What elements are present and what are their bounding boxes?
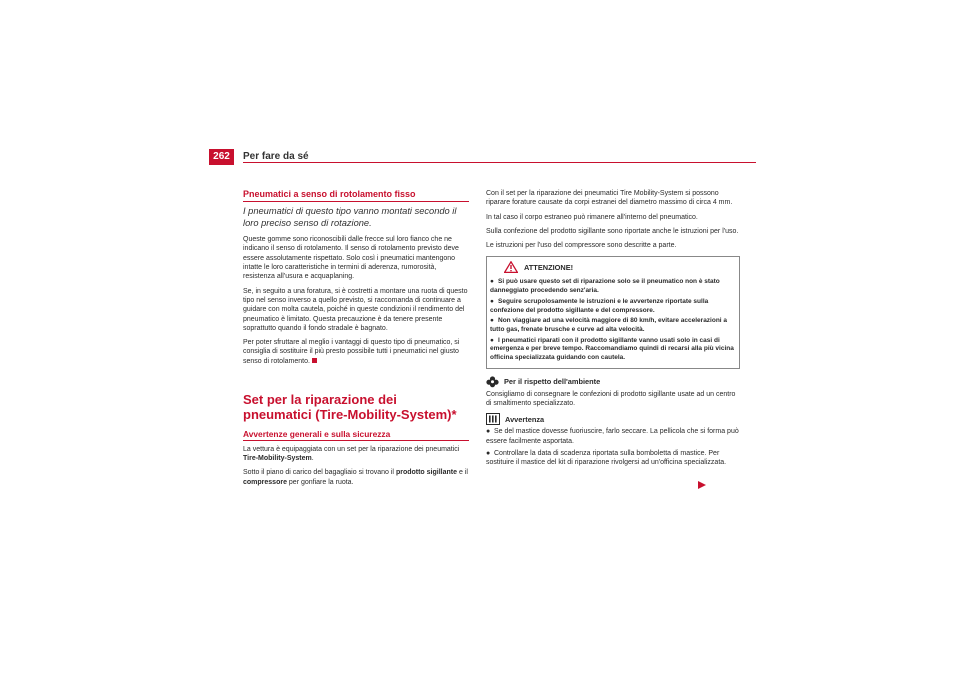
text: per gonfiare la ruota. [286, 478, 354, 486]
note-title: Avvertenza [505, 414, 545, 424]
warning-text: I pneumatici riparati con il prodotto sigillante vanno usati solo in casi di emergenza e per breve tempo. Raccomandiamo quindi di recarsi alla più vicina officina specializzata guidando con cautela. [490, 336, 734, 362]
environment-flower-icon [486, 376, 499, 388]
section-intro: I pneumatici di questo tipo vanno montati secondo il loro preciso senso di rotazione. [243, 206, 457, 228]
bullet: ● [486, 428, 491, 436]
warning-header [504, 261, 736, 273]
warning-item [490, 278, 736, 295]
paragraph: Le istruzioni per l'uso del compressore sono descritte a parte. [486, 242, 677, 250]
left-column [243, 189, 469, 492]
section-title-directional-tyres: Pneumatici a senso di rotolamento fisso [243, 189, 416, 199]
section-end-mark [312, 358, 317, 363]
paragraph: Con il set per la riparazione dei pneumatici Tire Mobility-System si possono riparare forature causate da corpi estranei del diametro massimo di circa 4 mm. [486, 190, 733, 207]
warning-item [490, 298, 736, 315]
info-note-icon [486, 413, 500, 425]
environment-title: Per il rispetto dell'ambiente [504, 377, 601, 387]
chapter-title: Set per la riparazione dei pneumatici (Tire-Mobility-System)* [243, 392, 457, 423]
warning-title: ATTENZIONE! [524, 262, 574, 272]
bullet: ● [490, 336, 494, 344]
environment-header [486, 376, 740, 388]
paragraph: In tal caso il corpo estraneo può rimanere all'interno del pneumatico. [486, 213, 698, 221]
warning-text: Si può usare questo set di riparazione solo se il pneumatico non è stato danneggiato procedendo senz'aria. [490, 278, 720, 295]
bullet: ● [490, 278, 494, 286]
bullet: ● [490, 317, 494, 325]
paragraph: Queste gomme sono riconoscibili dalle frecce sul loro fianco che ne indicano il senso di rotolamento. Il senso di rotolamento previsto deve essere assolutamente rispettato. Solo così i pneumatici mantengono intatte le loro caratteristiche in termini di aderenza, rumorosità, resistenza all'usura e acquaplaning. [243, 236, 459, 281]
note-item [486, 449, 740, 468]
paragraph: Sulla confezione del prodotto sigillante sono riportate anche le istruzioni per l'uso. [486, 227, 739, 235]
warning-triangle-icon [504, 261, 518, 273]
note-header [486, 413, 740, 425]
page-header-title: Per fare da sé [243, 151, 309, 162]
section-rule [243, 440, 469, 441]
bullet: ● [486, 450, 491, 457]
paragraph-text: Per poter sfruttare al meglio i vantaggi di questo tipo di pneumatico, si consiglia di sostituire il più presto possibile tutti i pneumatici nel giusto senso di rotolamento. [243, 339, 460, 365]
text: Sotto il piano di carico del bagagliaio si trovano il [243, 469, 396, 477]
page-number: 262 [209, 149, 234, 165]
note-text: Se del mastice dovesse fuoriuscire, farlo seccare. La pellicola che si forma può essere facilmente asportata. [486, 428, 739, 445]
section-rule [243, 201, 469, 202]
paragraph: Se, in seguito a una foratura, si è costretti a montare una ruota di questo tipo nel senso inverso a quello previsto, si raccomanda di continuare a guidare con molta cautela, poiché in queste condizioni il rendimento del pneumatico è limitato. Questa precauzione è da tenere presente soprattutto quando il fondo stradale è bagnato. [243, 287, 468, 332]
text: La vettura è equipaggiata con un set per la riparazione dei pneumatici [243, 445, 460, 453]
bold-term: compressore [243, 478, 287, 486]
warning-text: Seguire scrupolosamente le istruzioni e le avvertenze riportate sulla confezione del prodotto sigillante e del compressore. [490, 297, 709, 314]
bullet: ● [490, 297, 494, 305]
paragraph [243, 445, 469, 464]
paragraph [243, 468, 469, 487]
warning-text: Non viaggiare ad una velocità maggiore di 80 km/h, evitare accelerazioni a tutto gas, frenate brusche e curve ad alta velocità. [490, 317, 728, 333]
text: . [311, 455, 314, 463]
text: e il [457, 469, 468, 477]
note-item [486, 427, 740, 446]
subsection-title: Avvertenze generali e sulla sicurezza [243, 428, 391, 439]
environment-text: Consigliamo di consegnare le confezioni di prodotto sigillante usate ad un centro di smaltimento specializzato. [486, 390, 736, 408]
warning-item [490, 337, 736, 363]
continue-arrow-icon [697, 480, 707, 490]
bold-term: Tire-Mobility-System [243, 455, 312, 463]
header-rule [243, 162, 756, 163]
bold-term: prodotto sigillante [395, 469, 457, 477]
warning-item [490, 317, 736, 334]
note-text: Controllare la data di scadenza riportata sulla bomboletta di mastice. Per sostituire il mastice del kit di riparazione rivolgersi ad un'officina specializzata. [486, 450, 727, 467]
warning-box [486, 256, 740, 368]
paragraph [243, 338, 469, 366]
right-column [486, 189, 740, 471]
